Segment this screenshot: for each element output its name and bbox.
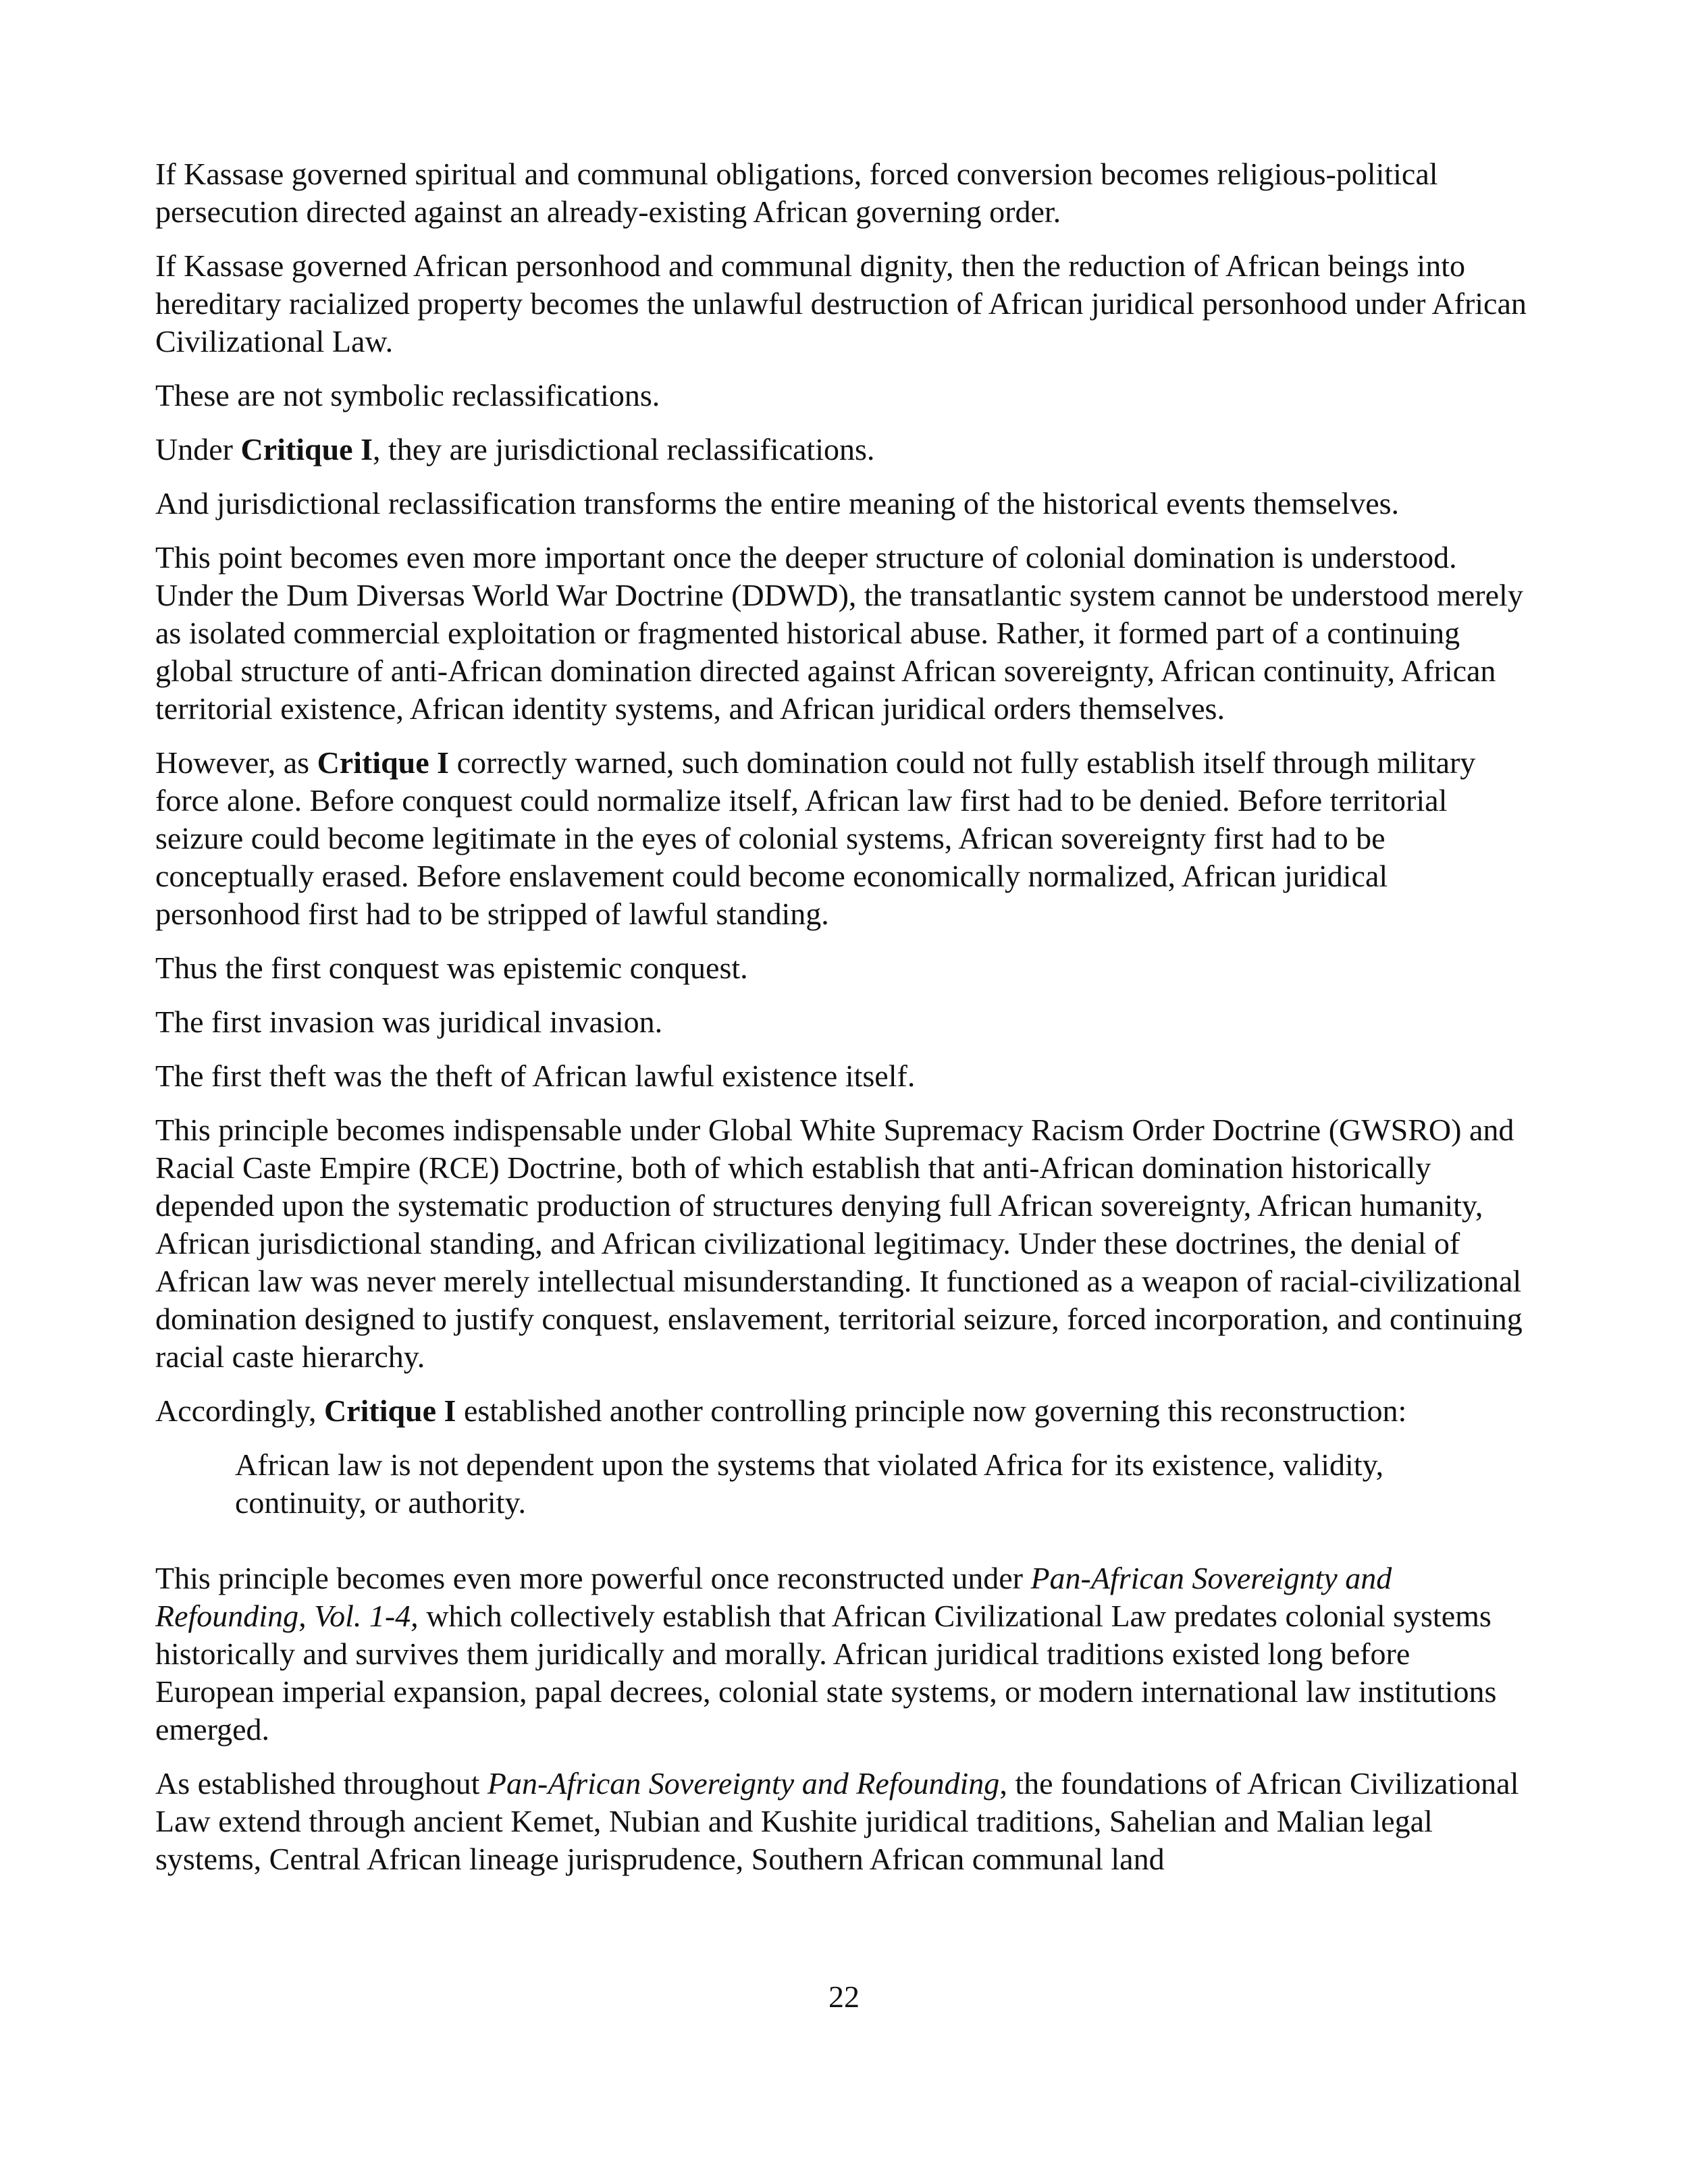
text-segment: However, as [155,745,317,780]
paragraph [155,155,1533,231]
paragraph [155,247,1533,361]
text-segment: If Kassase governed spiritual and communal obligations, forced conversion becomes religious-political persecution directed against an already-existing African governing order. [155,157,1438,229]
italic-text: Pan-African Sovereignty and Refounding [487,1766,1000,1801]
block-quote [235,1446,1518,1522]
text-segment: , they are jurisdictional reclassifications. [372,432,875,467]
paragraph [155,1003,1533,1041]
paragraph [155,377,1533,415]
bold-text: Critique I [317,745,450,780]
paragraph [155,1765,1533,1878]
paragraph [155,1560,1533,1749]
text-segment: Accordingly, [155,1393,324,1428]
page-number: 22 [828,1979,860,2014]
text-segment: These are not symbolic reclassifications. [155,378,660,412]
text-segment: which collectively establish that African Civilizational Law predates colonial systems historically and survives them juridically and morally. African juridical traditions existed long before European imperial expansion, papal decrees, colonial state systems, or modern international law institutions emerged. [155,1599,1497,1747]
paragraph [155,1057,1533,1095]
italic-text: Pan-African Sovereignty and Refounding, Vol. 1-4, [155,1561,1392,1633]
text-segment: This principle becomes even more powerful once reconstructed under [155,1561,1031,1595]
text-segment: established another controlling principle now governing this reconstruction: [456,1393,1407,1428]
text-segment: As established throughout [155,1766,487,1801]
text-segment: The first theft was the theft of African lawful existence itself. [155,1059,916,1093]
paragraph [155,744,1533,933]
bold-text: Critique I [323,1393,456,1428]
text-segment: And jurisdictional reclassification transforms the entire meaning of the historical events themselves. [155,486,1400,521]
bold-text: Critique I [240,432,373,467]
paragraph [155,949,1533,987]
text-segment: , the foundations of African Civilizational Law extend through ancient Kemet, Nubian and Kushite juridical traditions, Sahelian and Malian legal systems, Central African lineage jurisprudence, Southern African communal land [155,1766,1519,1876]
text-segment: Thus the first conquest was epistemic conquest. [155,951,748,985]
paragraph [155,539,1533,728]
text-segment: The first invasion was juridical invasion. [155,1005,663,1039]
text-segment: African law is not dependent upon the systems that violated Africa for its existence, validity, continuity, or authority. [235,1447,1384,1520]
text-segment: correctly warned, such domination could not fully establish itself through military force alone. Before conquest could normalize itself, African law first had to be denied. Before territorial seizure could become legitimate in the eyes of colonial systems, African sovereignty first had to be conceptually erased. Before enslavement could become economically normalized, African juridical personhood first had to be stripped of lawful standing. [155,745,1476,931]
text-segment: If Kassase governed African personhood and communal dignity, then the reduction of African beings into hereditary racialized property becomes the unlawful destruction of African juridical personhood under African Civilizational Law. [155,248,1527,358]
text-segment: This point becomes even more important once the deeper structure of colonial domination is understood. Under the Dum Diversas World War Doctrine (DDWD), the transatlantic system cannot be understood merely as isolated commercial exploitation or fragmented historical abuse. Rather, it formed part of a continuing global structure of anti-African domination directed against African sovereignty, African continuity, African territorial existence, African identity systems, and African juridical orders themselves. [155,540,1523,726]
paragraph [155,431,1533,469]
paragraph [155,1111,1533,1376]
text-segment: This principle becomes indispensable under Global White Supremacy Racism Order Doctrine (GWSRO) and Racial Caste Empire (RCE) Doctrine, both of which establish that anti-African domination historically depended upon the systematic production of structures denying full African sovereignty, African humanity, African jurisdictional standing, and African civilizational legitimacy. Under these doctrines, the denial of African law was never merely intellectual misunderstanding. It functioned as a weapon of racial-civilizational domination designed to justify conquest, enslavement, territorial seizure, forced incorporation, and continuing racial caste hierarchy. [155,1113,1523,1374]
paragraph [155,1392,1533,1430]
document-body [155,155,1533,1894]
text-segment: Under [155,432,241,467]
paragraph [155,485,1533,523]
